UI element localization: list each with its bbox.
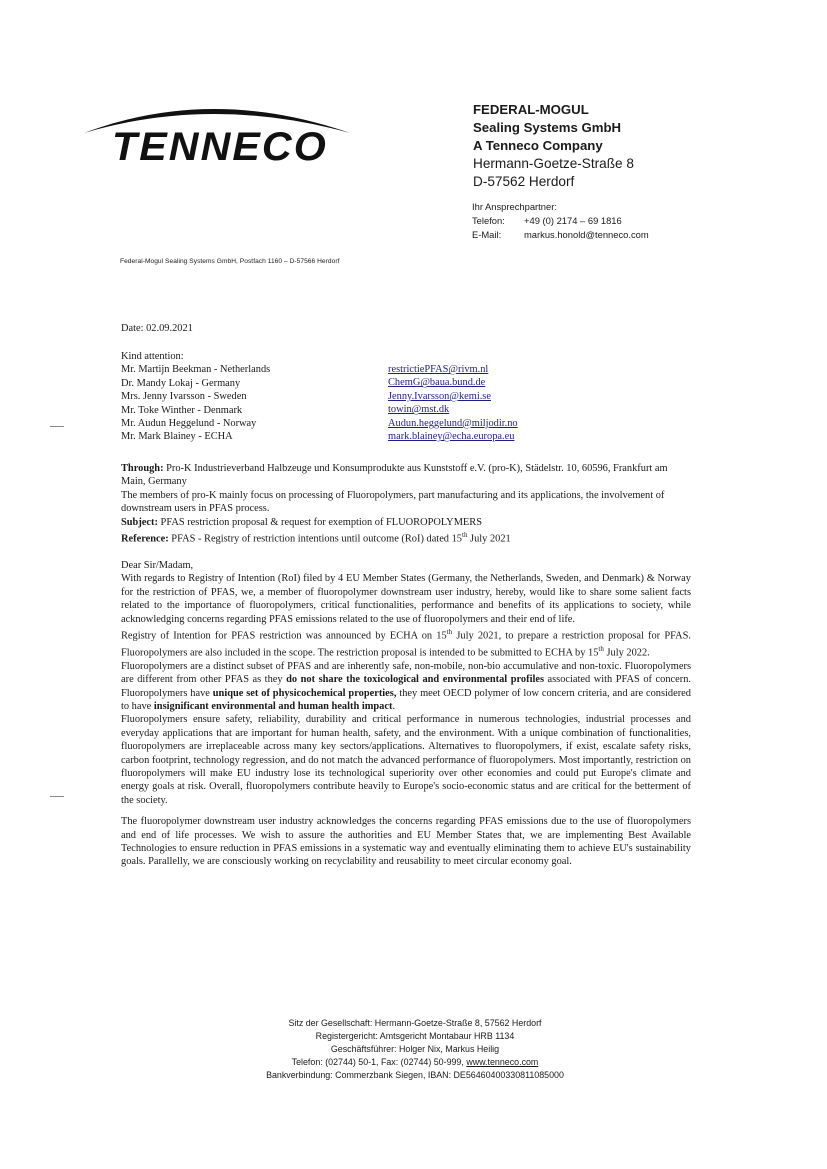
members-line: The members of pro-K mainly focus on processing of Fluoropolymers, part manufacturing and its applications, the involvement of downstream users in PFAS process.: [121, 489, 665, 515]
fold-mark: [50, 426, 64, 427]
paragraph-2: [121, 626, 691, 660]
recipient-name: Dr. Mandy Lokaj - Germany: [121, 377, 241, 389]
contact-block: [472, 200, 649, 242]
reference-line: [121, 529, 691, 546]
company-name-line3: A Tenneco Company: [473, 138, 603, 153]
email-label: E-Mail:: [472, 229, 502, 240]
paragraph-3-bold: insignificant environmental and human health impact: [153, 700, 393, 712]
company-address: [473, 101, 634, 191]
recipient-name: Mrs. Jenny Ivarsson - Sweden: [121, 391, 247, 403]
footer-phone-line: [200, 1056, 630, 1069]
punch-mark: [50, 796, 64, 797]
paragraph-3-bold: unique set of physicochemical properties,: [212, 687, 397, 699]
return-address: Federal-Mogul Sealing Systems GmbH, Postfach 1160 – D-57566 Herdorf: [120, 258, 340, 265]
subject-text: PFAS restriction proposal & request for exemption of FLUOROPOLYMERS: [157, 516, 482, 528]
paragraph-3-part: .: [392, 700, 396, 712]
recipient-email-link[interactable]: Audun.heggelund@miljodir.no: [388, 417, 518, 429]
paragraph-2-sup: th: [446, 627, 453, 636]
recipient-email-link[interactable]: towin@mst.dk: [388, 404, 450, 416]
recipient-name: Mr. Audun Heggelund - Norway: [121, 418, 257, 430]
recipient-name: Mr. Mark Blainey - ECHA: [121, 431, 233, 443]
letter-body: [121, 462, 691, 869]
recipient-name: Mr. Toke Winther - Denmark: [121, 404, 243, 416]
company-name-line1: FEDERAL-MOGUL: [473, 102, 589, 117]
phone-value: +49 (0) 2174 – 69 1816: [524, 215, 622, 226]
tenneco-logo: [82, 103, 352, 173]
company-name-line2: Sealing Systems GmbH: [473, 120, 622, 135]
reference-text-end: July 2021: [467, 533, 511, 545]
reference-text: PFAS - Registry of restriction intentions until outcome (RoI) dated 15: [168, 533, 462, 545]
recipient-email-link[interactable]: mark.blainey@echa.europa.eu: [388, 431, 515, 443]
recipients-heading: Kind attention:: [121, 351, 184, 362]
paragraph-3-bold: do not share the toxicological and environmental profiles: [286, 674, 544, 686]
paragraph-3-part: Fluoropolymers are a distinct subset of PFAS and are inherently safe, non-mobile, non-bio accumulative and non-toxic. Fluoropolymers are different from other PFAS as they: [121, 660, 691, 686]
reference-label: Reference:: [121, 533, 169, 545]
footer-managers: Geschäftsführer: Holger Nix, Markus Heilig: [330, 1044, 500, 1054]
paragraph-3-part: they meet OECD polymer of low concern criteria, and are considered to have: [121, 687, 691, 712]
recipient-list: [121, 350, 270, 444]
paragraph-5: The fluoropolymer downstream user industry acknowledges the concerns regarding PFAS emissions due to the use of fluoropolymers and end of life processes. We wish to assure the authorities and EU Member States that, we are implementing Best Available Technologies to ensure reduction in PFAS emissions in a systematic way and eventually eliminating them to achieve EU's sustainability goals. Parallelly, we are consciously working on recyclability and reusability to meet circular economy goal.: [121, 816, 691, 868]
through-line: [121, 462, 691, 489]
paragraph-3-part: associated with PFAS of concern. Fluoropolymers have: [121, 674, 691, 699]
footer-bank: Bankverbindung: Commerzbank Siegen, IBAN: DE56460400330811085000: [266, 1070, 564, 1080]
paragraph-2-part: Registry of Intention for PFAS restriction was announced by ECHA on 15: [121, 630, 447, 642]
tenneco-logo-text: TENNECO: [112, 125, 328, 169]
contact-heading: Ihr Ansprechpartner:: [472, 201, 557, 212]
recipient-email-link[interactable]: Jenny.Ivarsson@kemi.se: [388, 390, 491, 402]
letter-footer: [200, 1017, 630, 1082]
company-street: Hermann-Goetze-Straße 8: [473, 156, 634, 171]
subject-label: Subject:: [121, 516, 158, 528]
subject-line: [121, 516, 691, 529]
recipient-name: Mr. Martijn Beekman - Netherlands: [121, 364, 271, 376]
through-label: Through:: [121, 463, 164, 474]
footer-phone: Telefon: (02744) 50-1, Fax: (02744) 50-999,: [291, 1057, 467, 1067]
paragraph-4: Fluoropolymers ensure safety, reliability, durability and critical performance in numerous technologies, industrial processes and everyday applications that are important for human health, safety, and the environment. With a unique combination of functionalities, fluoropolymers are irreplaceable across many key sectors/applications. Alternatives to fluoropolymers, if exist, escalate safety risks, carbon footprint, technology regression, and do not match the advanced performance of fluoropolymers. Most importantly, restriction on fluoropolymers will make EU industry lose its technological superiority over other economies and could put Europe's climate and energy goals at risk. Overall, fluoropolymers contribute heavily to Europe's socio-economic status and are critical for the betterment of the society.: [121, 714, 691, 806]
reference-sup: th: [462, 531, 468, 540]
recipient-email-link[interactable]: restrictiePFAS@rivm.nl: [388, 364, 489, 375]
paragraph-1: With regards to Registry of Intention (RoI) filed by 4 EU Member States (Germany, the Netherlands, Sweden, and Denmark) & Norway for the restriction of PFAS, we, a member of fluoropolymer downstream user industry, hereby, would like to share some salient facts related to the importance of fluoropolymers, critical functionalities, performance and benefits of its applications to society, while acknowledging concerns regarding PFAS emissions related to the use of fluoropolymers and their end of life.: [121, 573, 691, 625]
letter-date: Date: 02.09.2021: [121, 323, 193, 334]
paragraph-2-part: July 2021, to prepare a restriction proposal for PFAS. Fluoropolymers are also included in the scope. The restriction proposal is intended to be submitted to ECHA by 15: [121, 630, 691, 659]
email-value: markus.honold@tenneco.com: [524, 229, 649, 240]
salutation: Dear Sir/Madam,: [121, 559, 194, 571]
recipient-email-list: [388, 363, 518, 443]
footer-website-link[interactable]: www.tenneco.com: [466, 1057, 539, 1067]
paragraph-3: [121, 660, 691, 714]
footer-register: Registergericht: Amtsgericht Montabaur HRB 1134: [315, 1031, 515, 1041]
recipient-email-link[interactable]: ChemG@baua.bund.de: [388, 377, 486, 389]
paragraph-2-sup: th: [598, 644, 604, 653]
paragraph-2-part: July 2022.: [603, 647, 650, 659]
through-text: Pro-K Industrieverband Halbzeuge und Konsumprodukte aus Kunststoff e.V. (pro-K), Städelstr. 10, 60596, Frankfurt am Main, Germany: [121, 463, 668, 488]
footer-seat: Sitz der Gesellschaft: Hermann-Goetze-Straße 8, 57562 Herdorf: [288, 1018, 542, 1028]
phone-label: Telefon:: [472, 215, 505, 226]
company-city: D-57562 Herdorf: [473, 174, 575, 189]
